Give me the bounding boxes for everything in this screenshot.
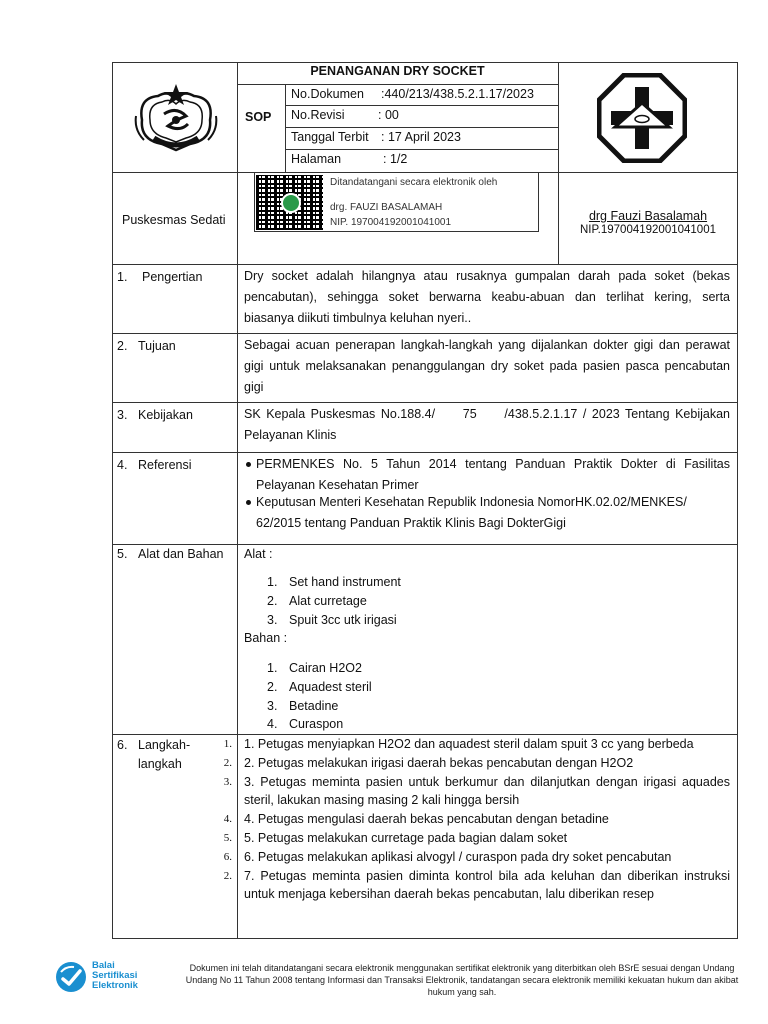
- step-text: steril, lakukan masing masing 2 kali hingga bersih: [244, 793, 520, 808]
- step-text: 4. Petugas mengulasi daerah bekas pencabutan dengan betadine: [244, 812, 609, 827]
- alat-item: Set hand instrument: [289, 575, 401, 589]
- field-value-halaman: : 1/2: [383, 152, 408, 166]
- side-step-number: 2.: [223, 757, 232, 769]
- section-text-pengertian: Dry socket adalah hilangnya atau rusaknya gumpalan darah pada soket (bekas pencabutan), sehingga soket berwarna keabu-abuan dan terlihat kering, serta biasanya diikuti timbulnya keluhan nyeri..: [244, 269, 730, 325]
- side-step-number: 2.: [223, 870, 232, 882]
- sop-label: SOP: [245, 110, 272, 124]
- step-text: 5. Petugas melakukan curretage pada bagian dalam soket: [244, 830, 568, 845]
- section-text-kebijakan: SK Kepala Puskesmas No.188.4/ 75 /438.5.2.1.17 / 2023 Tentang Kebijakan Pelayanan Klinis: [244, 407, 730, 442]
- seal-icon: [281, 193, 301, 213]
- field-label-no-revisi: No.Revisi: [291, 108, 345, 122]
- bahan-num: 4.: [267, 717, 278, 731]
- bahan-num: 2.: [267, 680, 278, 694]
- alat-item: Alat curretage: [289, 594, 367, 608]
- section-text-tujuan: Sebagai acuan penerapan langkah-langkah yang dijalankan dokter gigi dan perawat gigi untuk melaksanakan penanggulangan dry soket pada pasien pasca pencabutan gigi: [244, 338, 730, 394]
- section-number-kebijakan: 3.: [117, 408, 128, 422]
- bsre-logo-text-2: Sertifikasi: [92, 970, 138, 981]
- alat-num: 2.: [267, 594, 278, 608]
- reference-item-1: PERMENKES No. 5 Tahun 2014 tentang Panduan Praktik Dokter di Fasilitas Pelayanan Kesehatan Primer: [256, 457, 730, 492]
- reference-bullet-icon: [246, 500, 251, 505]
- side-step-number: 4.: [223, 813, 232, 825]
- bahan-item: Curaspon: [289, 717, 344, 731]
- section-number-pengertian: 1.: [117, 270, 128, 284]
- field-value-no-revisi: : 00: [378, 108, 399, 122]
- bahan-num: 1.: [267, 661, 278, 675]
- alat-item: Spuit 3cc utk irigasi: [289, 613, 397, 627]
- step-text: 2. Petugas melakukan irigasi daerah bekas pencabutan dengan H2O2: [244, 755, 634, 770]
- section-label-alat: Alat dan Bahan: [138, 547, 224, 561]
- bsre-logo-icon: [54, 960, 88, 994]
- signature-line-2: drg. FAUZI BASALAMAH: [330, 202, 443, 213]
- side-step-number: 3.: [223, 776, 232, 788]
- section-number-alat: 5.: [117, 547, 128, 561]
- bsre-logo-text-3: Elektronik: [92, 980, 138, 991]
- side-step-number: 5.: [223, 832, 232, 844]
- step-text: 7. Petugas meminta pasien diminta kontrol bila ada keluhan dan diberikan instruksi: [244, 868, 730, 883]
- alat-num: 3.: [267, 613, 278, 627]
- reference-item-2: Keputusan Menteri Kesehatan Republik Indonesia NomorHK.02.02/MENKES/ 62/2015 tentang Panduan Praktik Klinis Bagi DokterGigi: [256, 495, 687, 530]
- bahan-item: Betadine: [289, 699, 339, 713]
- section-label-referensi: Referensi: [138, 458, 192, 472]
- step-text: 1. Petugas menyiapkan H2O2 dan aquadest steril dalam spuit 3 cc yang berbeda: [244, 737, 694, 751]
- bahan-num: 3.: [267, 699, 278, 713]
- section-number-referensi: 4.: [117, 458, 128, 472]
- regency-emblem-icon: [128, 80, 224, 156]
- alat-num: 1.: [267, 575, 278, 589]
- step-text: 3. Petugas meminta pasien untuk berkumur dan dilanjutkan dengan irigasi aquades: [244, 774, 730, 789]
- side-step-number: 1.: [223, 738, 232, 750]
- field-label-no-dokumen: No.Dokumen: [291, 87, 364, 101]
- signature-line-1: Ditandatangani secara elektronik oleh: [330, 177, 498, 188]
- section-number-langkah: 6.: [117, 738, 128, 752]
- document-title: PENANGANAN DRY SOCKET: [310, 64, 485, 78]
- section-label-langkah-1: Langkah-: [138, 738, 191, 752]
- section-label-langkah-2: langkah: [138, 757, 182, 771]
- signature-line-3: NIP. 197004192001041001: [330, 217, 452, 228]
- reference-bullet-icon: [246, 462, 251, 467]
- field-label-tanggal-terbit: Tanggal Terbit: [291, 130, 369, 144]
- bahan-item: Aquadest steril: [289, 680, 372, 694]
- section-number-tujuan: 2.: [117, 339, 128, 353]
- signer-nip: NIP.197004192001041001: [579, 224, 716, 236]
- side-step-number: 6.: [223, 851, 232, 863]
- field-label-halaman: Halaman: [291, 152, 342, 166]
- field-value-no-dokumen: :440/213/438.5.2.1.17/2023: [381, 87, 534, 101]
- section-label-pengertian: Pengertian: [142, 270, 203, 284]
- bahan-title: Bahan :: [244, 631, 288, 645]
- alat-title: Alat :: [244, 547, 273, 561]
- puskesmas-logo-icon: [597, 73, 687, 163]
- step-text: 6. Petugas melakukan aplikasi alvogyl / curaspon pada dry soket pencabutan: [244, 849, 672, 864]
- footer-disclaimer: Dokumen ini telah ditandatangani secara elektronik menggunakan sertifikat elektronik yang diterbitkan oleh BSrE sesuai dengan Undang Undang No 11 Tahun 2008 tentang Informasi dan Transaksi Elektronik, tandatangan secara elektronik memiliki kekuatan hukum dan akibat hukum yang sah.: [185, 963, 739, 997]
- field-value-tanggal-terbit: : 17 April 2023: [381, 130, 461, 144]
- organization-name: Puskesmas Sedati: [122, 213, 226, 227]
- section-label-tujuan: Tujuan: [138, 339, 176, 353]
- section-label-kebijakan: Kebijakan: [138, 408, 193, 422]
- step-text: untuk menjaga kebersihan daerah bekas pencabutan, lalu diberikan resep: [244, 887, 655, 902]
- signer-name: drg Fauzi Basalamah: [588, 209, 708, 223]
- langkah-steps: [244, 735, 730, 904]
- bsre-logo-text-1: Balai: [92, 960, 115, 971]
- bahan-item: Cairan H2O2: [289, 661, 362, 675]
